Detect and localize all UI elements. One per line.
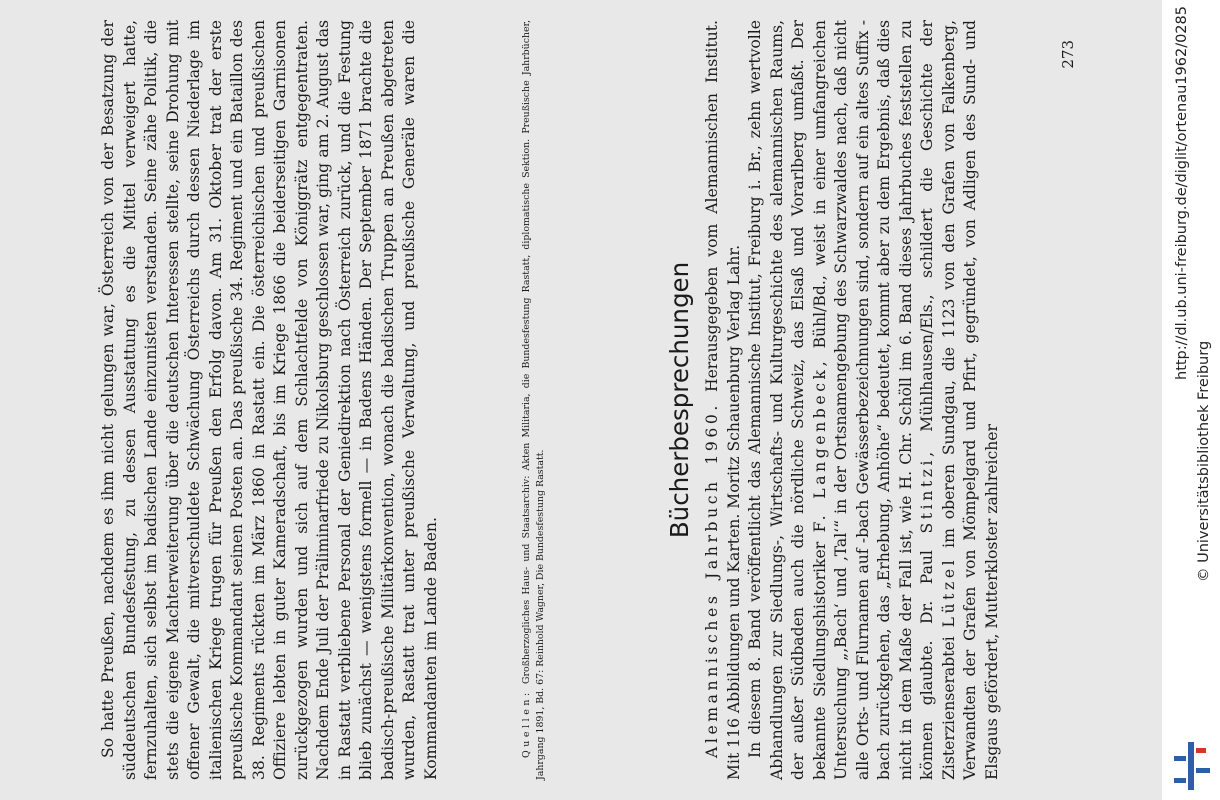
review-text-part: In diesem 8. Band veröffentlicht das Alemannische Institut, Freiburg i. Br., zehn wertvolle Abhandlungen zur Siedlungs-, Wirtschafts- und Kulturgeschichte des alemannischen Raums, der außer Südbaden auch die nördliche Schweiz, das Elsaß und Vorarlberg umfaßt. Der bekannte Siedlungshistoriker <box>746 20 829 780</box>
abbey-name-luetzel: Lützel <box>939 556 958 628</box>
review-text-part: Mühlhausen/Els., schildert die Geschichte der Zisterzienserabtei <box>918 20 958 780</box>
author-name-stintzi: Stintzi, <box>918 448 936 534</box>
logo-bar-left <box>1174 756 1186 761</box>
source-url-link[interactable]: http://dl.ub.uni-freiburg.de/diglit/ortenau1962/0285 <box>1174 6 1190 380</box>
review-citation <box>702 20 745 780</box>
footnote-label: Quellen: <box>521 689 532 758</box>
footnote <box>520 20 547 780</box>
review-text-part: im oberen Sundgau, die 1123 von den Grafen von Falkenberg, Verwandten der Grafen von Mömpelgard und Pfirt, gegründet, von Adligen des Sund- und Elsgaus gefördert, Mutterkloster zahlreicher <box>939 20 1001 780</box>
review-text-part: Bühl/Bd., weist in einer umfangreichen Untersuchung „‚Bach‘ und ‚Tal‘“ in der Ortsnamengebung des Schwarzwaldes nach, daß nicht alle Orts- und Flurnamen auf -bach Gewässerbezeichnungen sind, sondern auf ein altes Suffix -bach zurückgehen, das „Erhebung, Anhöhe“ bedeutet, kommt aber zu dem Ergebnis, daß dies nicht in dem Maße der Fall ist, wie H. Chr. Schöll im 6. Band dieses Jahrbuches feststellen zu können glaubte. Dr. Paul <box>810 20 936 780</box>
logo-bar-right <box>1196 768 1210 773</box>
library-logo-icon <box>1172 742 1212 790</box>
review-citation-text: Herausgegeben vom Alemannischen Institut. Mit 116 Abbildungen und Karten. Moritz Schauenburg Verlag Lahr. <box>703 20 743 780</box>
logo-bar-lower <box>1174 778 1186 783</box>
review-body <box>745 20 1003 780</box>
logo-bar-red <box>1196 748 1206 753</box>
section-title: Bücherbesprechungen <box>665 261 695 539</box>
book-review <box>702 20 1003 780</box>
author-name-langenbeck: F. Langenbeck, <box>810 357 829 533</box>
body-paragraph: So hatte Preußen, nachdem es ihm nicht gelungen war, Österreich von der Besatzung der süddeutschen Bundesfestung, zu dessen Ausstattung es die Mittel verweigert hatte, fernzuhalten, sich selbst im badischen Lande einzunisten verstanden. Seine zähe Politik, die stets die eigene Machterweiterung über die deutschen Interessen stellte, seine Drohung mit offener Gewalt, die mitverschuldete Schwächung Österreichs durch dessen Niederlage im italienischen Kriege trugen für Preußen den Erfolg davon. Am 31. Oktober trat der erste preußische Kommandant seinen Posten an. Das preußische 34. Regiment und ein Bataillon des 38. Regiments rückten im März 1860 in Rastatt ein. Die österreichischen und preußischen Offiziere lebten in guter Kameradschaft, bis im Kriege 1866 die beiderseitigen Garnisonen zurückgezogen wurden und sich auf dem Schlachtfelde von Königgrätz entgegentraten. Nachdem Ende Juli der Präliminarfriede zu Nikolsburg geschlossen war, ging am 2. August das in Rastatt verbliebene Personal der Geniedirektion nach Österreich zurück, und die Festung blieb zunächst — wenigstens formell — in Badens Händen. Der September 1871 brachte die badisch-preußische Militärkonvention, wonach die badischen Truppen an Preußen abgetreten wurden, Rastatt trat unter preußische Verwaltung, und preußische Generäle waren die Kommandanten im Lande Baden. <box>99 20 440 780</box>
rotated-page-content <box>70 20 1077 780</box>
page-number: 273 <box>1059 40 1077 69</box>
copyright-notice: © Universitätsbibliothek Freiburg <box>1196 340 1212 582</box>
review-book-title: Alemannisches Jahrbuch 1960. <box>703 402 721 758</box>
logo-bar-vertical <box>1188 742 1194 790</box>
footnote-text: Großherzogliches Haus- und Staatsarchiv: Akten Militaria, die Bundesfestung Rastatt, diplomatische Sektion. Preußische Jahrbücher, Jahrgang 1891, Bd. 67: Reinhold Wagner, Die Bundesfestung Rastatt. <box>521 20 546 780</box>
